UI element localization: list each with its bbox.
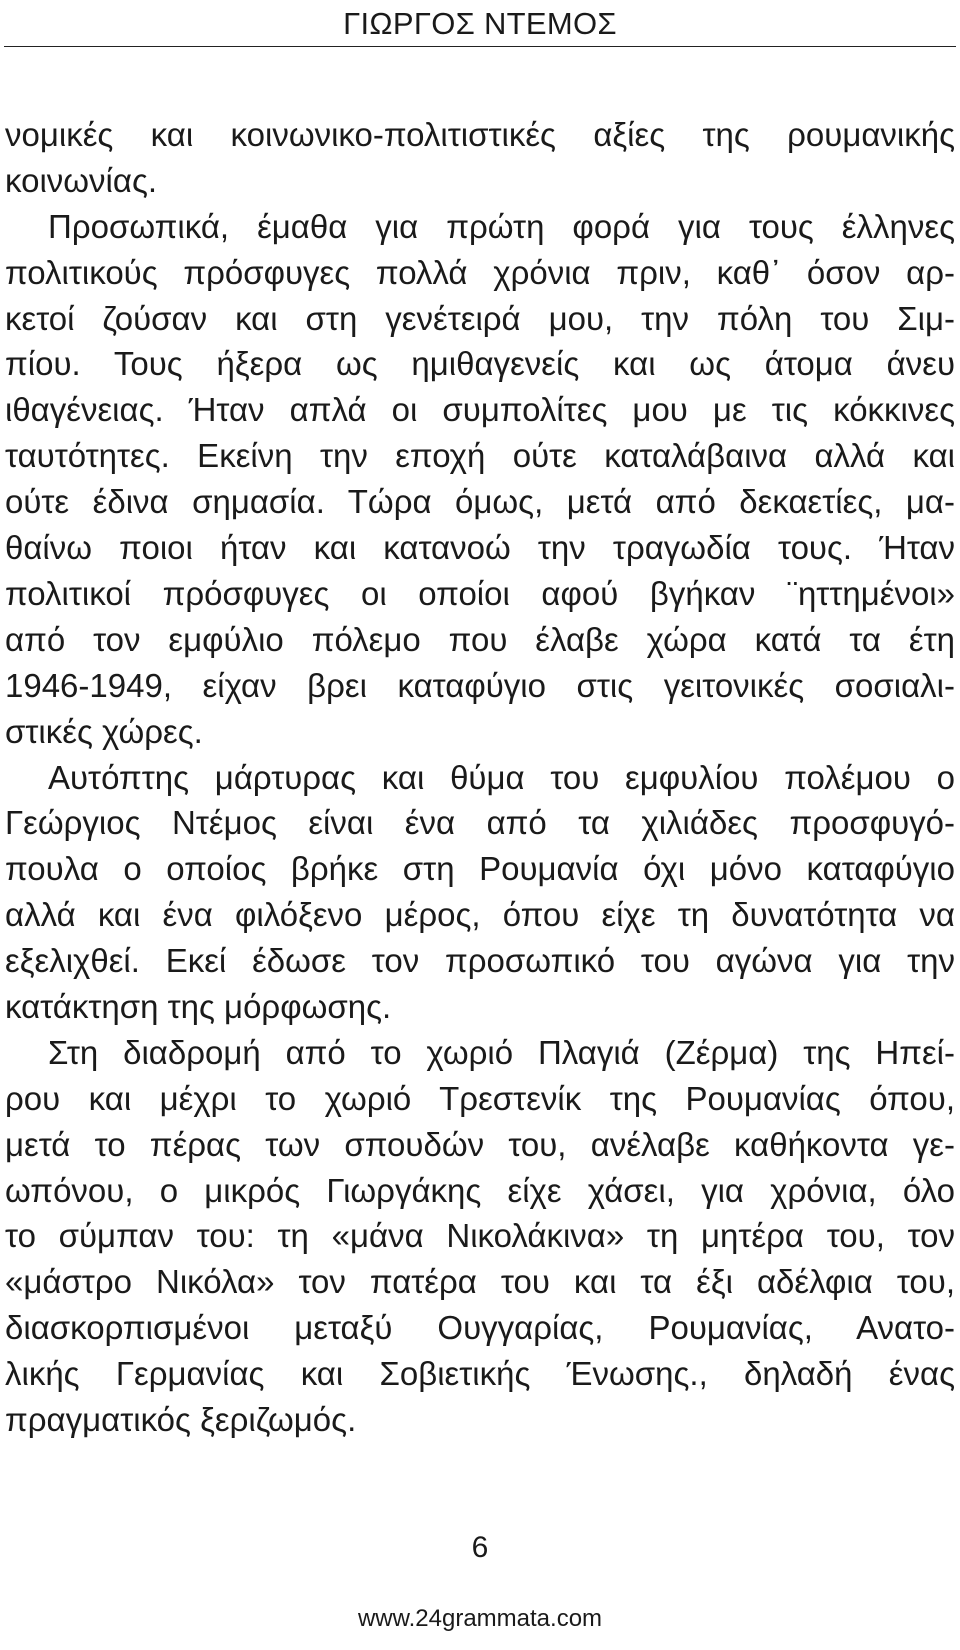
text-line: Γεώργιος Ντέμος είναι ένα από τα χιλιάδες προσφυγό- bbox=[5, 804, 955, 842]
text-line: από τον εμφύλιο πόλεμο που έλαβε χώρα κατά τα έτη bbox=[5, 620, 955, 658]
text-line: πραγματικός ξεριζωμός. bbox=[5, 1400, 357, 1438]
text-line: κοινωνίας. bbox=[5, 161, 158, 199]
paragraph-start-line: Αυτόπτης μάρτυρας και θύμα του εμφυλίου πολέμου ο bbox=[48, 758, 955, 796]
text-line: «μάστρο Νικόλα» τον πατέρα του και τα έξι αδέλφια του, bbox=[5, 1263, 955, 1301]
text-line: ωπόνου, ο μικρός Γιωργάκης είχε χάσει, για χρόνια, όλο bbox=[5, 1171, 955, 1209]
text-line: θαίνω ποιοι ήταν και κατανοώ την τραγωδία τους. Ήταν bbox=[5, 529, 955, 567]
paragraph-start-line: Στη διαδρομή από το χωριό Πλαγιά (Ζέρμα) της Ηπεί- bbox=[48, 1033, 955, 1071]
text-line: πολιτικούς πρόσφυγες πολλά χρόνια πριν, καθ᾿ όσον αρ- bbox=[5, 253, 955, 291]
text-line: το σύμπαν του: τη «μάνα Νικολάκινα» τη μητέρα του, τον bbox=[5, 1217, 955, 1255]
text-line: πολιτικοί πρόσφυγες οι οποίοι αφού βγήκαν ¨ηττημένοι» bbox=[5, 574, 955, 612]
text-line: αλλά και ένα φιλόξενο μέρος, όπου είχε τη δυνατότητα να bbox=[5, 896, 955, 934]
text-line: πίου. Τους ήξερα ως ημιθαγενείς και ως άτομα άνευ bbox=[5, 345, 955, 383]
text-line: πουλα ο οποίος βρήκε στη Ρουμανία όχι μόνο καταφύγιο bbox=[5, 850, 955, 888]
header-divider bbox=[4, 46, 956, 47]
text-line: ταυτότητες. Εκείνη την εποχή ούτε καταλάβαινα αλλά και bbox=[5, 437, 955, 475]
text-line: μετά το πέρας των σπουδών του, ανέλαβε καθήκοντα γε- bbox=[5, 1125, 955, 1163]
text-line: ρου και μέχρι το χωριό Τρεστενίκ της Ρουμανίας όπου, bbox=[5, 1079, 955, 1117]
website-footer: www.24grammata.com bbox=[357, 1605, 603, 1632]
text-line: κατάκτηση της μόρφωσης. bbox=[5, 987, 392, 1025]
text-line: στικές χώρες. bbox=[5, 712, 203, 750]
text-line: νομικές και κοινωνικο-πολιτιστικές αξίες της ρουμανικής bbox=[5, 116, 955, 153]
paragraph-start-line: Προσωπικά, έμαθα για πρώτη φορά για τους έλληνες bbox=[48, 207, 955, 245]
text-line: διασκορπισμένοι μεταξύ Ουγγαρίας, Ρουμανίας, Ανατο- bbox=[5, 1309, 955, 1347]
running-header: ΓΙΩΡΓΟΣ ΝΤΕΜΟΣ bbox=[343, 6, 617, 41]
text-line: λικής Γερμανίας και Σοβιετικής Ένωσης., δηλαδή ένας bbox=[5, 1355, 955, 1393]
page-number: 6 bbox=[471, 1531, 489, 1564]
text-line: ιθαγένειας. Ήταν απλά οι συμπολίτες μου με τις κόκκινες bbox=[5, 391, 955, 429]
text-line: κετοί ζούσαν και στη γενέτειρά μου, την πόλη του Σιμ- bbox=[5, 299, 955, 337]
text-line: εξελιχθεί. Εκεί έδωσε τον προσωπικό του αγώνα για την bbox=[5, 942, 955, 980]
text-line: ούτε έδινα σημασία. Τώρα όμως, μετά από δεκαετίες, μα- bbox=[5, 483, 955, 521]
text-line: 1946-1949, είχαν βρει καταφύγιο στις γειτονικές σοσιαλι- bbox=[5, 666, 955, 704]
body-text bbox=[5, 112, 955, 1443]
